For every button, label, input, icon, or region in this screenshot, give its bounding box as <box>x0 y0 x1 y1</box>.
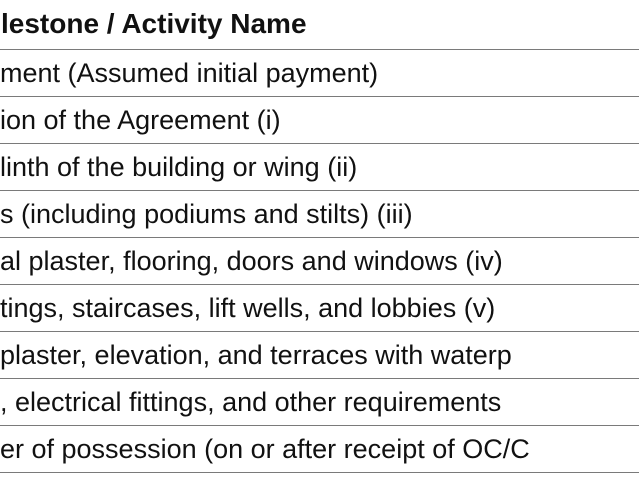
table-cell[interactable] <box>0 191 639 238</box>
cell-text: al plaster, flooring, doors and windows (iv) <box>0 246 503 276</box>
table-row <box>0 379 639 426</box>
cell-text: ion of the Agreement (i) <box>0 105 281 135</box>
header-label: lestone / Activity Name <box>1 8 307 39</box>
table-cell[interactable] <box>0 332 639 379</box>
cell-text: s (including podiums and stilts) (iii) <box>0 199 413 229</box>
table-row <box>0 426 639 473</box>
table-cell[interactable] <box>0 97 639 144</box>
table-row <box>0 285 639 332</box>
table-header-row <box>0 0 639 50</box>
cell-text: linth of the building or wing (ii) <box>0 152 358 182</box>
table-row <box>0 332 639 379</box>
table-row <box>0 238 639 285</box>
cell-text: er of possession (on or after receipt of OC/C <box>0 434 530 464</box>
table-cell[interactable] <box>0 50 639 97</box>
table-cell[interactable] <box>0 238 639 285</box>
table-cell[interactable] <box>0 426 639 473</box>
table-row <box>0 97 639 144</box>
table-cell[interactable] <box>0 379 639 426</box>
header-cell[interactable] <box>0 0 639 50</box>
cell-text: tings, staircases, lift wells, and lobbies (v) <box>0 293 496 323</box>
cell-text: , electrical fittings, and other requirements <box>0 387 502 417</box>
table-row <box>0 50 639 97</box>
table-cell[interactable] <box>0 144 639 191</box>
cell-text: ment (Assumed initial payment) <box>0 58 379 88</box>
table-cell[interactable] <box>0 285 639 332</box>
table-row <box>0 144 639 191</box>
table-row <box>0 191 639 238</box>
cell-text: plaster, elevation, and terraces with waterp <box>0 340 512 370</box>
